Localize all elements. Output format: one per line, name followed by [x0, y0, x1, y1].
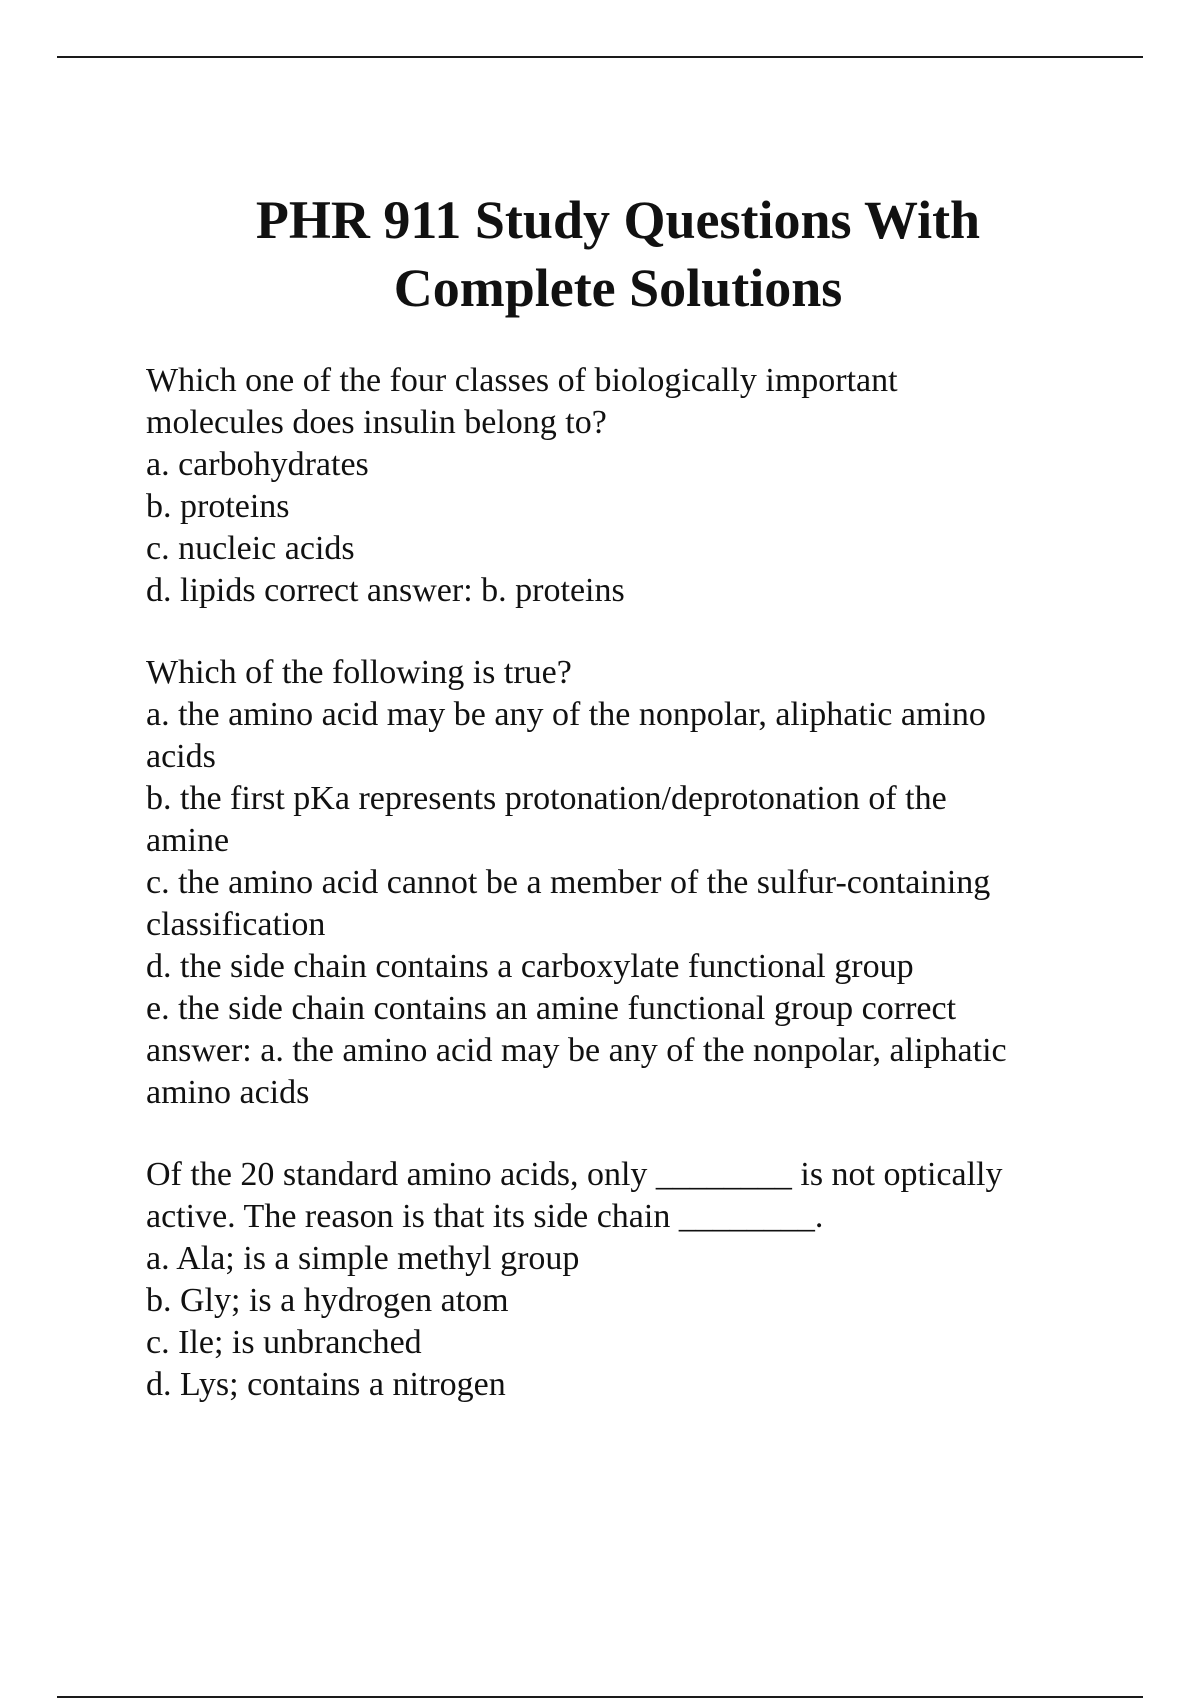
- answer-option: d. lipids correct answer: b. proteins: [146, 572, 625, 609]
- answer-option: a. carbohydrates: [146, 446, 369, 483]
- question-text: Of the 20 standard amino acids, only ________ is not optically: [146, 1156, 1003, 1193]
- answer-option: e. the side chain contains an amine functional group correct: [146, 990, 957, 1027]
- bottom-rule: [57, 1696, 1143, 1698]
- question-text: active. The reason is that its side chain ________.: [146, 1198, 824, 1235]
- answer-option: d. Lys; contains a nitrogen: [146, 1366, 506, 1403]
- answer-option: b. Gly; is a hydrogen atom: [146, 1282, 509, 1319]
- title-line: PHR 911 Study Questions With: [255, 190, 981, 250]
- document-title: [0, 186, 1200, 322]
- answer-option: answer: a. the amino acid may be any of the nonpolar, aliphatic: [146, 1032, 1007, 1069]
- answer-option: c. nucleic acids: [146, 530, 355, 567]
- answer-option: amino acids: [146, 1074, 310, 1111]
- answer-option: acids: [146, 738, 216, 775]
- top-rule: [57, 56, 1143, 58]
- question-3: [146, 1154, 1106, 1406]
- question-2: [146, 652, 1106, 1114]
- title-line: Complete Solutions: [393, 258, 843, 318]
- question-1: [146, 360, 1106, 612]
- answer-option: amine: [146, 822, 230, 859]
- answer-option: b. the first pKa represents protonation/deprotonation of the: [146, 780, 947, 817]
- answer-option: d. the side chain contains a carboxylate functional group: [146, 948, 914, 985]
- answer-option: c. Ile; is unbranched: [146, 1324, 422, 1361]
- question-text: Which one of the four classes of biologically important: [146, 362, 898, 399]
- answer-option: b. proteins: [146, 488, 290, 525]
- answer-option: c. the amino acid cannot be a member of the sulfur-containing: [146, 864, 991, 901]
- questions-body: [146, 360, 1106, 1446]
- question-text: molecules does insulin belong to?: [146, 404, 607, 441]
- answer-option: a. Ala; is a simple methyl group: [146, 1240, 580, 1277]
- answer-option: a. the amino acid may be any of the nonpolar, aliphatic amino: [146, 696, 986, 733]
- answer-option: classification: [146, 906, 326, 943]
- question-text: Which of the following is true?: [146, 654, 572, 691]
